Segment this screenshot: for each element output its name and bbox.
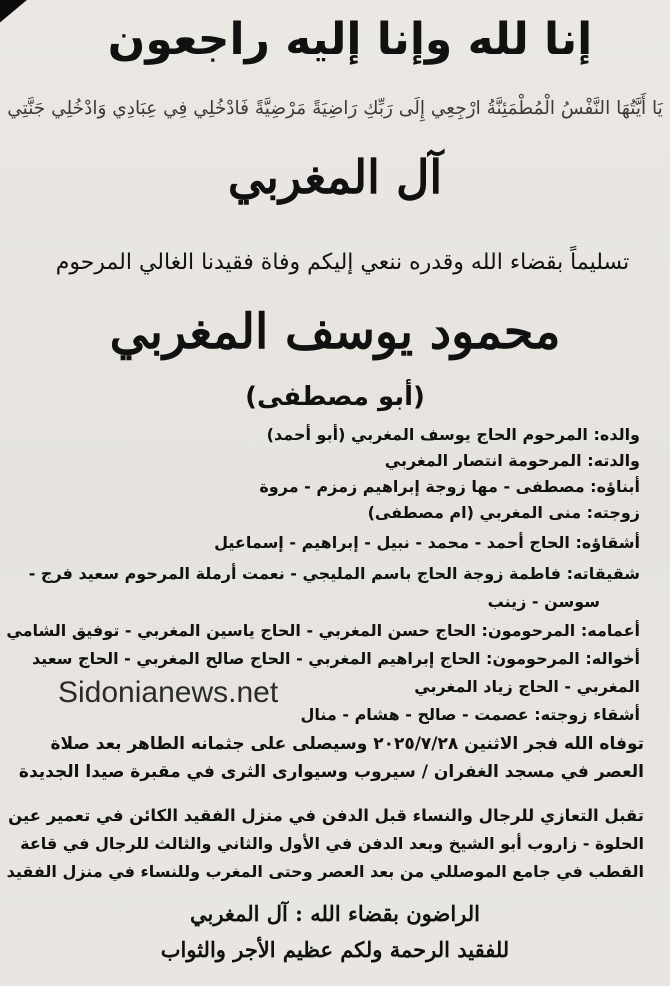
deceased-name: محمود يوسف المغربي: [109, 304, 561, 360]
funeral-info-line: العصر في مسجد الغفران / سيروب وسيوارى الثرى في مقبرة صيدا الجديدة: [18, 762, 644, 782]
relative-line: سوسن - زينب: [487, 592, 600, 611]
header-title: إنا لله وإنا إليه راجعون: [107, 14, 593, 65]
relative-line: شقيقاته: فاطمة زوجة الحاج باسم المليجي - نعمت أرملة المرحوم سعيد فرج -: [28, 564, 640, 583]
quran-verse: يَا أَيَّتُهَا النَّفْسُ الْمُطْمَئِنَّةُ ارْجِعِي إِلَى رَبِّكِ رَاضِيَةً مَرْضِيَّةً فَادْخُلِي فِي عِبَادِي وَادْخُلِي جَنَّتِي: [7, 98, 663, 119]
watermark: Sidonianews.net: [58, 676, 279, 709]
relative-line: المغربي - الحاج زياد المغربي: [414, 677, 640, 696]
condolence-info-line: تقبل التعازي للرجال والنساء قبل الدفن في منزل الفقيد الكائن في تعمير عين: [8, 806, 644, 825]
deceased-nickname: (أبو مصطفى): [245, 382, 425, 412]
intro-line: تسليماً بقضاء الله وقدره ننعي إليكم وفاة فقيدنا الغالي المرحوم: [55, 250, 630, 275]
relative-line: أخواله: المرحومون: الحاج إبراهيم المغربي - الحاج صالح المغربي - الحاج سعيد: [31, 649, 640, 668]
condolence-info-line: الحلوة - زاروب أبو الشيخ وبعد الدفن في الأول والثاني والثالث للرجال في قاعة: [20, 834, 644, 853]
relative-line: أشقاء زوجته: عصمت - صالح - هشام - منال: [300, 705, 640, 724]
funeral-info-line: توفاه الله فجر الاثنين ٢٠٢٥/٧/٢٨ وسيصلى على جثمانه الطاهر بعد صلاة: [50, 734, 644, 754]
relative-line: أبناؤه: مصطفى - مها زوجة إبراهيم زمزم - مروة: [259, 477, 640, 496]
condolence-info-line: القطب في جامع الموصللي من بعد العصر وحتى المغرب وللنساء في منزل الفقيد: [6, 862, 644, 881]
relative-line: والده: المرحوم الحاج يوسف المغربي (أبو أحمد): [266, 425, 640, 444]
relative-line: أشقاؤه: الحاج أحمد - محمد - نبيل - إبراهيم - إسماعيل: [214, 533, 640, 552]
closing-prayer: للفقيد الرحمة ولكم عظيم الأجر والثواب: [160, 937, 510, 962]
relative-line: زوجته: منى المغربي (ام مصطفى): [367, 503, 640, 522]
family-name: آل المغربي: [227, 150, 443, 204]
relative-line: والدته: المرحومة انتصار المغربي: [384, 451, 640, 470]
closing-signature: الراضون بقضاء الله : آل المغربي: [190, 901, 480, 926]
relative-line: أعمامه: المرحومون: الحاج حسن المغربي - الحاج ياسين المغربي - توفيق الشامي: [6, 621, 640, 640]
